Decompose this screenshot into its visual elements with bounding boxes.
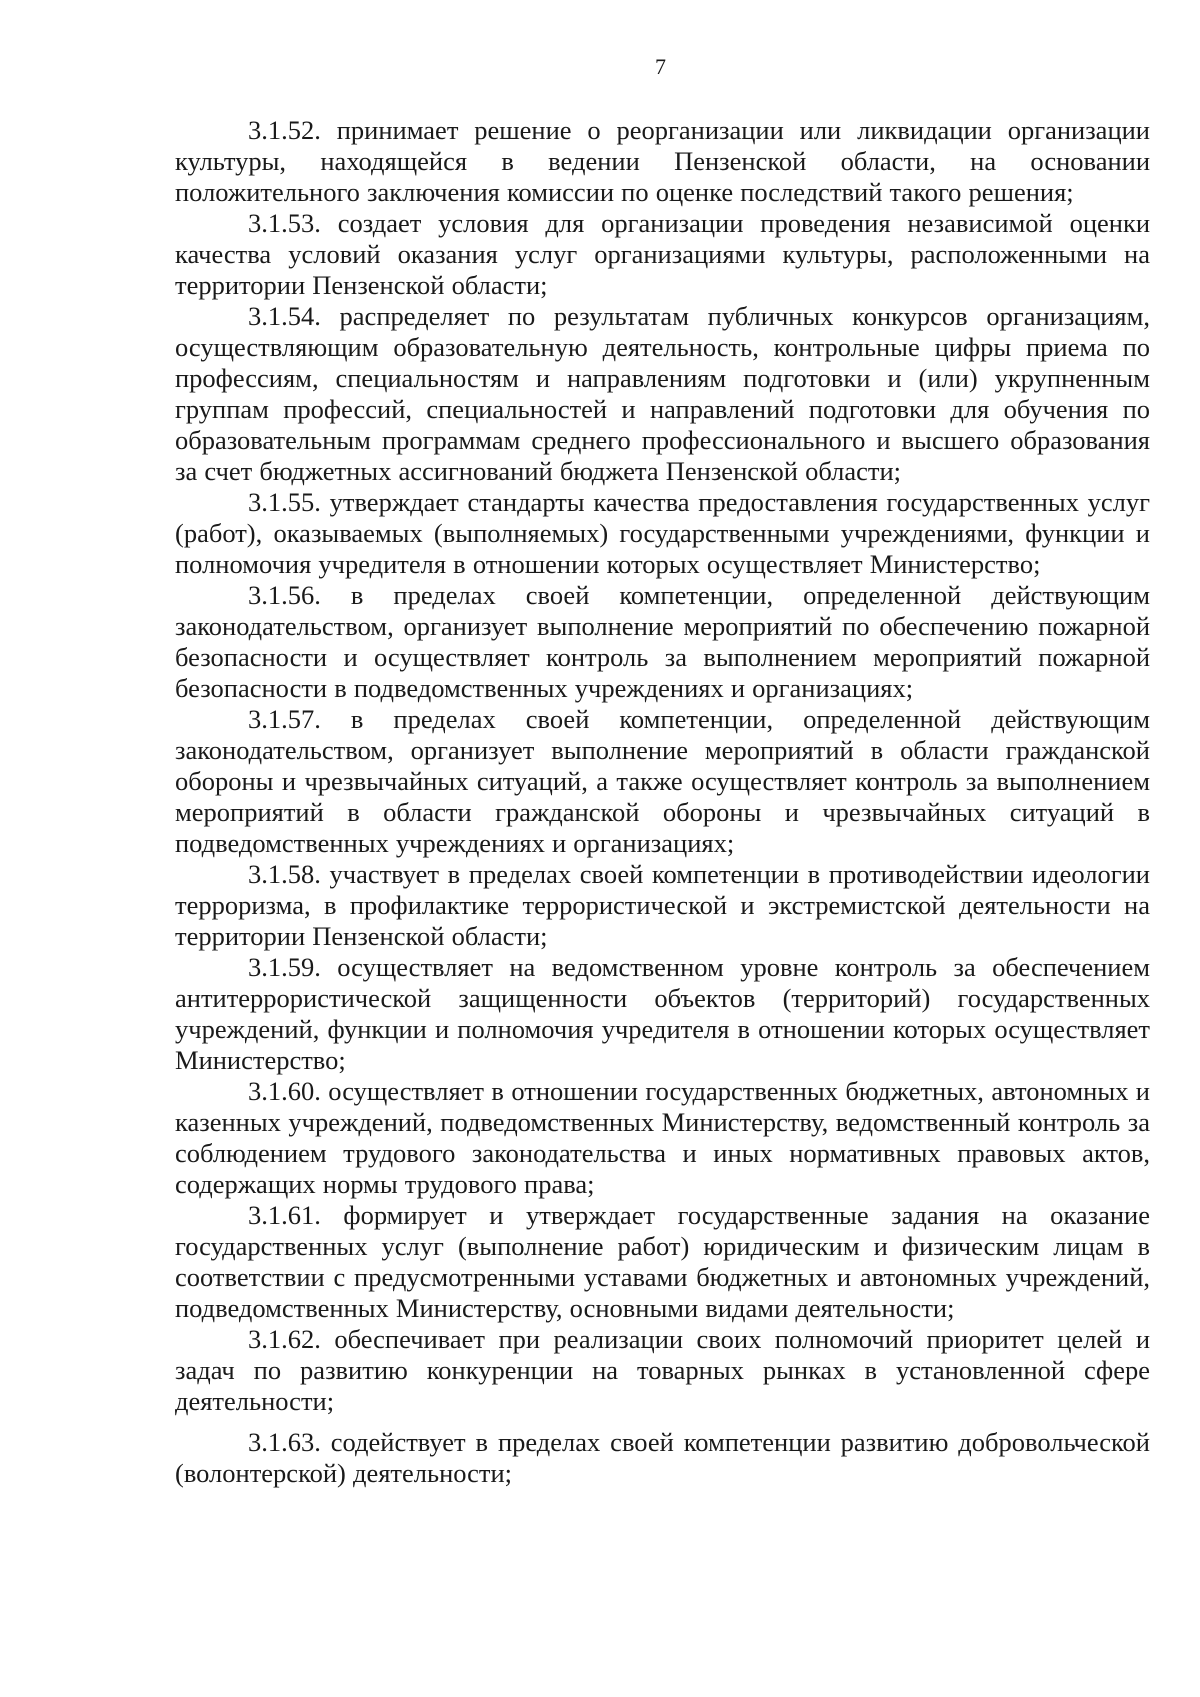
paragraph-3-1-59: 3.1.59. осуществляет на ведомственном уровне контроль за обеспечением антитеррористической защищенности объектов (территорий) государственных учреждений, функции и полномочия учредителя в отношении которых осуществляет Министерство; bbox=[175, 952, 1150, 1075]
paragraph-3-1-62: 3.1.62. обеспечивает при реализации своих полномочий приоритет целей и задач по развитию конкуренции на товарных рынках в установленной сфере деятельности; bbox=[175, 1324, 1150, 1416]
paragraph-3-1-63: 3.1.63. содействует в пределах своей компетенции развитию добровольческой (волонтерской) деятельности; bbox=[175, 1427, 1150, 1488]
page-number: 7 bbox=[655, 54, 666, 79]
paragraph-3-1-53: 3.1.53. создает условия для организации проведения независимой оценки качества условий оказания услуг организациями культуры, расположенными на территории Пензенской области; bbox=[175, 208, 1150, 300]
paragraph-3-1-60: 3.1.60. осуществляет в отношении государственных бюджетных, автономных и казенных учреждений, подведомственных Министерству, ведомственный контроль за соблюдением трудового законодательства и иных нормативных правовых актов, содержащих нормы трудового права; bbox=[175, 1076, 1150, 1199]
paragraph-3-1-54: 3.1.54. распределяет по результатам публичных конкурсов организациям, осуществляющим образовательную деятельность, контрольные цифры приема по профессиям, специальностям и направлениям подготовки и (или) укрупненным группам профессий, специальностей и направлений подготовки для обучения по образовательным программам среднего профессионального и высшего образования за счет бюджетных ассигнований бюджета Пензенской области; bbox=[175, 301, 1150, 486]
paragraph-3-1-57: 3.1.57. в пределах своей компетенции, определенной действующим законодательством, организует выполнение мероприятий в области гражданской обороны и чрезвычайных ситуаций, а также осуществляет контроль за выполнением мероприятий в области гражданской обороны и чрезвычайных ситуаций в подведомственных учреждениях и организациях; bbox=[175, 704, 1150, 858]
paragraph-3-1-52: 3.1.52. принимает решение о реорганизации или ликвидации организации культуры, находящейся в ведении Пензенской области, на основании положительного заключения комиссии по оценке последствий такого решения; bbox=[175, 115, 1150, 207]
paragraph-3-1-61: 3.1.61. формирует и утверждает государственные задания на оказание государственных услуг (выполнение работ) юридическим и физическим лицам в соответствии с предусмотренными уставами бюджетных и автономных учреждений, подведомственных Министерству, основными видами деятельности; bbox=[175, 1200, 1150, 1323]
document-body bbox=[175, 115, 1150, 1489]
paragraph-3-1-56: 3.1.56. в пределах своей компетенции, определенной действующим законодательством, организует выполнение мероприятий по обеспечению пожарной безопасности и осуществляет контроль за выполнением мероприятий пожарной безопасности в подведомственных учреждениях и организациях; bbox=[175, 580, 1150, 703]
paragraph-3-1-55: 3.1.55. утверждает стандарты качества предоставления государственных услуг (работ), оказываемых (выполняемых) государственными учреждениями, функции и полномочия учредителя в отношении которых осуществляет Министерство; bbox=[175, 487, 1150, 579]
paragraph-3-1-58: 3.1.58. участвует в пределах своей компетенции в противодействии идеологии терроризма, в профилактике террористической и экстремистской деятельности на территории Пензенской области; bbox=[175, 859, 1150, 951]
